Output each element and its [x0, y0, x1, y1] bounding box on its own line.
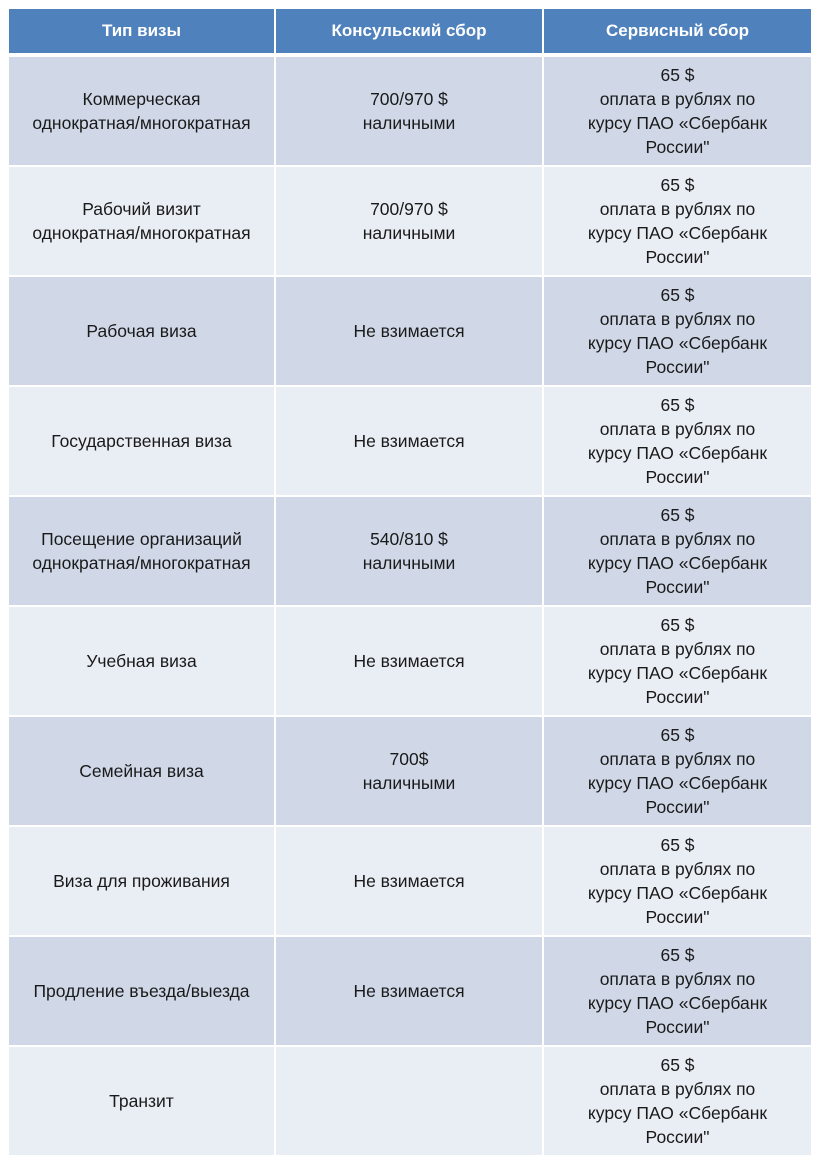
cell-service-fee-line: 65 $ — [660, 835, 695, 855]
cell-consular-fee — [276, 387, 544, 497]
cell-visa-type-line: однократная/многократная — [32, 113, 251, 133]
cell-consular-fee — [276, 167, 544, 277]
table-row — [9, 57, 811, 167]
cell-visa-type — [9, 937, 276, 1047]
cell-visa-type-line: Виза для проживания — [53, 871, 230, 891]
cell-visa-type — [9, 497, 276, 607]
cell-service-fee-line: оплата в рублях по — [599, 199, 756, 219]
cell-service-fee-line: курсу ПАО «Сбербанк — [587, 113, 768, 133]
table-row — [9, 497, 811, 607]
cell-service-fee-line: курсу ПАО «Сбербанк — [587, 333, 768, 353]
cell-service-fee-line: оплата в рублях по — [599, 309, 756, 329]
cell-service-fee-line: 65 $ — [660, 175, 695, 195]
cell-visa-type-line: Продление въезда/выезда — [33, 981, 250, 1001]
cell-service-fee-line: курсу ПАО «Сбербанк — [587, 883, 768, 903]
cell-consular-fee-line: Не взимается — [353, 321, 465, 341]
table-row — [9, 607, 811, 717]
cell-service-fee — [544, 717, 811, 827]
cell-visa-type — [9, 57, 276, 167]
cell-consular-fee — [276, 717, 544, 827]
cell-service-fee-line: курсу ПАО «Сбербанк — [587, 773, 768, 793]
cell-visa-type — [9, 277, 276, 387]
cell-service-fee-line: России" — [645, 687, 710, 707]
cell-service-fee-line: оплата в рублях по — [599, 859, 756, 879]
cell-consular-fee-line: наличными — [362, 773, 456, 793]
cell-service-fee-line: России" — [645, 577, 710, 597]
cell-visa-type-line: однократная/многократная — [32, 553, 251, 573]
cell-consular-fee-line: Не взимается — [353, 871, 465, 891]
cell-service-fee-line: оплата в рублях по — [599, 639, 756, 659]
cell-consular-fee-line: наличными — [362, 553, 456, 573]
cell-visa-type — [9, 1047, 276, 1157]
cell-visa-type-line: Семейная виза — [79, 761, 204, 781]
cell-service-fee-line: курсу ПАО «Сбербанк — [587, 223, 768, 243]
cell-service-fee-line: курсу ПАО «Сбербанк — [587, 1103, 768, 1123]
cell-visa-type-line: Учебная виза — [86, 651, 197, 671]
cell-service-fee-line: курсу ПАО «Сбербанк — [587, 663, 768, 683]
cell-service-fee-line: России" — [645, 247, 710, 267]
cell-service-fee-line: курсу ПАО «Сбербанк — [587, 443, 768, 463]
cell-consular-fee-line: Не взимается — [353, 651, 465, 671]
table-row — [9, 387, 811, 497]
table-row — [9, 167, 811, 277]
cell-service-fee-line: России" — [645, 1017, 710, 1037]
cell-visa-type-line: Посещение организаций — [41, 529, 242, 549]
table-body — [9, 57, 811, 1157]
cell-service-fee-line: 65 $ — [660, 1055, 695, 1075]
header-visa-type: Тип визы — [9, 9, 276, 57]
cell-service-fee-line: курсу ПАО «Сбербанк — [587, 993, 768, 1013]
cell-service-fee — [544, 497, 811, 607]
cell-service-fee-line: 65 $ — [660, 725, 695, 745]
cell-service-fee-line: России" — [645, 907, 710, 927]
cell-service-fee-line: 65 $ — [660, 505, 695, 525]
cell-service-fee-line: России" — [645, 797, 710, 817]
cell-consular-fee-line: 540/810 $ — [370, 529, 448, 549]
cell-consular-fee-line: Не взимается — [353, 981, 465, 1001]
cell-consular-fee — [276, 937, 544, 1047]
cell-service-fee-line: оплата в рублях по — [599, 419, 756, 439]
cell-service-fee — [544, 827, 811, 937]
cell-visa-type-line: однократная/многократная — [32, 223, 251, 243]
cell-consular-fee-line: наличными — [362, 223, 456, 243]
cell-visa-type — [9, 717, 276, 827]
cell-visa-type-line: Рабочий визит — [82, 199, 201, 219]
cell-service-fee-line: оплата в рублях по — [599, 89, 756, 109]
cell-consular-fee — [276, 497, 544, 607]
header-consular-fee: Консульский сбор — [276, 9, 544, 57]
cell-visa-type — [9, 607, 276, 717]
cell-visa-type-line: Коммерческая — [82, 89, 201, 109]
cell-service-fee-line: 65 $ — [660, 615, 695, 635]
cell-visa-type — [9, 387, 276, 497]
cell-service-fee — [544, 277, 811, 387]
table-row — [9, 827, 811, 937]
cell-consular-fee-line: Не взимается — [353, 431, 465, 451]
cell-visa-type-line: Рабочая виза — [86, 321, 197, 341]
cell-service-fee-line: оплата в рублях по — [599, 749, 756, 769]
cell-visa-type-line: Государственная виза — [51, 431, 232, 451]
cell-service-fee-line: 65 $ — [660, 285, 695, 305]
cell-service-fee-line: России" — [645, 1127, 710, 1147]
table-row — [9, 1047, 811, 1157]
cell-service-fee-line: 65 $ — [660, 945, 695, 965]
cell-consular-fee-line: наличными — [362, 113, 456, 133]
cell-service-fee-line: России" — [645, 467, 710, 487]
table-row — [9, 277, 811, 387]
cell-consular-fee-line: 700/970 $ — [370, 89, 448, 109]
header-service-fee: Сервисный сбор — [544, 9, 811, 57]
table-row — [9, 717, 811, 827]
cell-service-fee — [544, 1047, 811, 1157]
cell-consular-fee — [276, 277, 544, 387]
visa-fee-table — [9, 9, 811, 1157]
table-row — [9, 937, 811, 1047]
cell-service-fee-line: 65 $ — [660, 395, 695, 415]
cell-service-fee — [544, 57, 811, 167]
cell-service-fee-line: России" — [645, 137, 710, 157]
cell-consular-fee — [276, 1047, 544, 1157]
cell-service-fee-line: оплата в рублях по — [599, 529, 756, 549]
cell-service-fee-line: курсу ПАО «Сбербанк — [587, 553, 768, 573]
cell-consular-fee — [276, 57, 544, 167]
cell-service-fee — [544, 167, 811, 277]
cell-consular-fee — [276, 827, 544, 937]
cell-visa-type — [9, 167, 276, 277]
cell-consular-fee — [276, 607, 544, 717]
cell-consular-fee-line: 700$ — [389, 749, 429, 769]
cell-visa-type — [9, 827, 276, 937]
cell-service-fee-line: оплата в рублях по — [599, 1079, 756, 1099]
cell-consular-fee-line: 700/970 $ — [370, 199, 448, 219]
cell-visa-type-line: Транзит — [109, 1091, 174, 1111]
cell-service-fee-line: 65 $ — [660, 65, 695, 85]
cell-service-fee — [544, 387, 811, 497]
cell-service-fee-line: России" — [645, 357, 710, 377]
cell-service-fee — [544, 937, 811, 1047]
cell-service-fee-line: оплата в рублях по — [599, 969, 756, 989]
table-header-row — [9, 9, 811, 57]
cell-service-fee — [544, 607, 811, 717]
